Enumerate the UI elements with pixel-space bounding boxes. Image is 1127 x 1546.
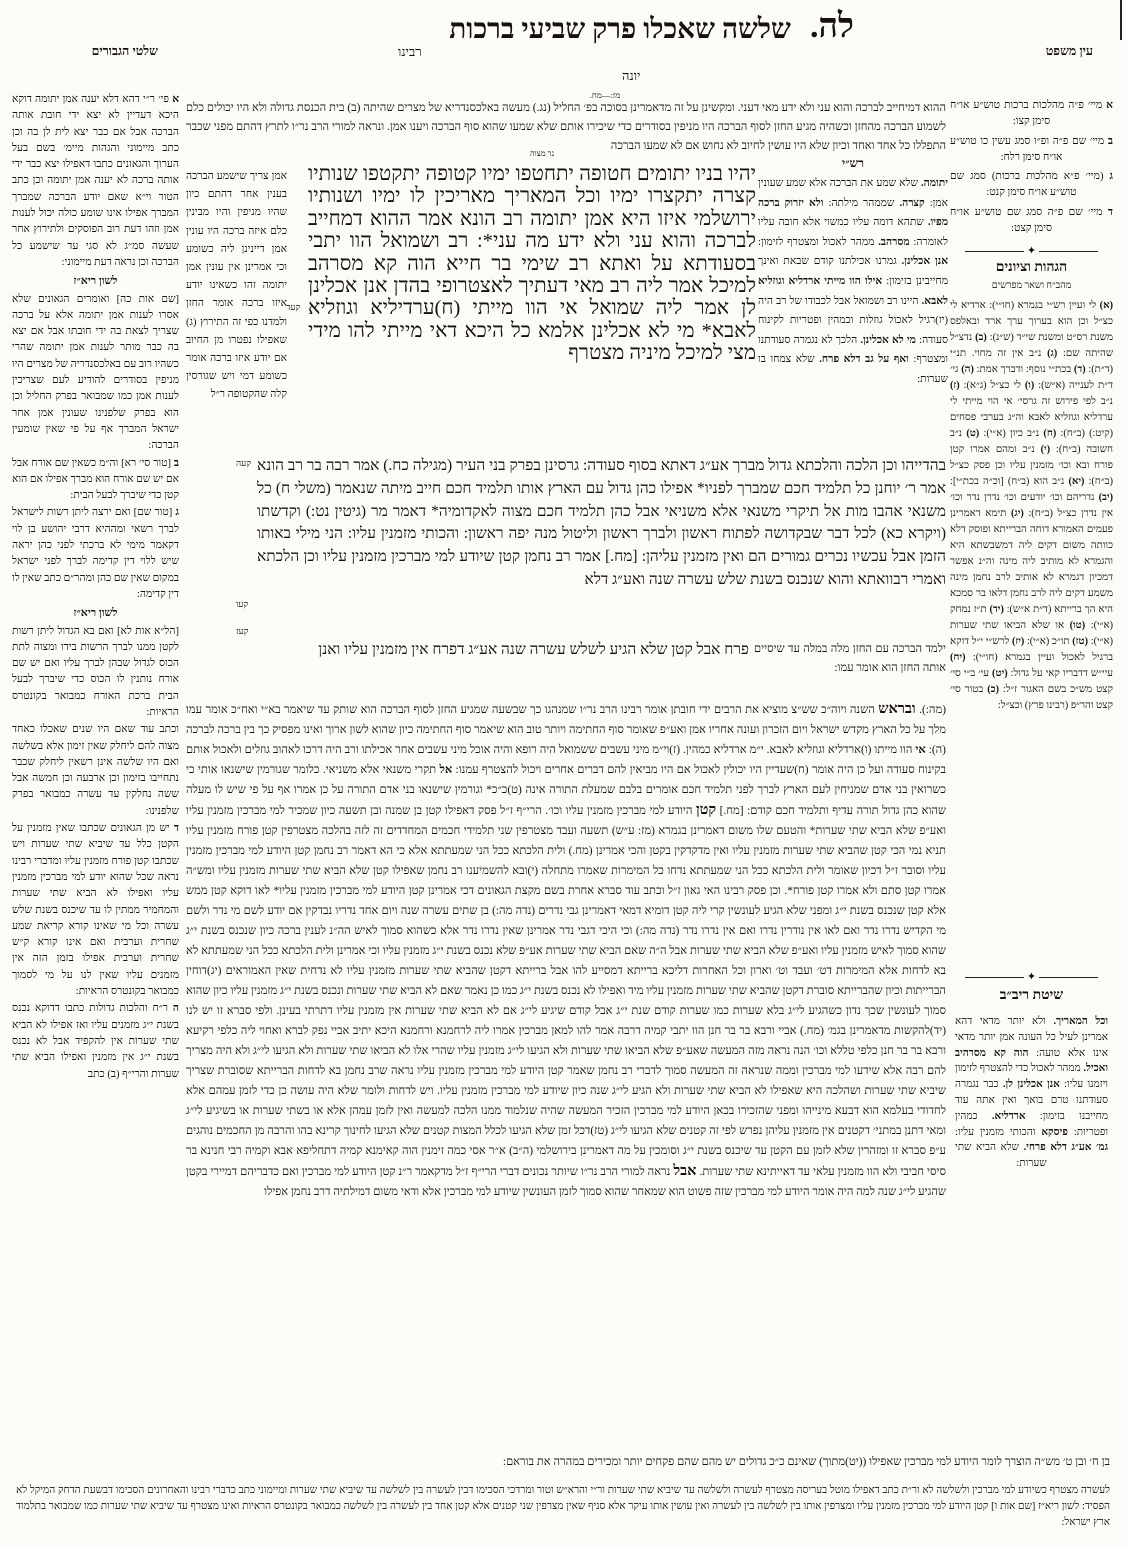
corner-rule	[1120, 0, 1122, 40]
bottom-last-line: בן ח׳ ובן ט׳ מש״ה הוצרך לומר היודע למי מברכין שאפילו ((יט)מתוך) שאינם כ״כ גדולים יש מהם שהם פקחים יותר ומכירים במהרה את בוראם:	[502, 1456, 1110, 1468]
hagahot-title: הגהות וציונים	[995, 260, 1068, 275]
hagahot-subtitle: מהב״ח ושאר מפרשים	[991, 281, 1072, 291]
rif-text-medium-tail: פרח אבל קטן שלא הגיע לשלש עשרה שנה אע״ג דפרח אין מזמנין עליו ואנן	[318, 641, 749, 658]
rabbeinu-yonah-main: (מה:). ובראש השנה ויוה״כ שש״צ מוציא את הרבים ידי חובתן אומר רבינו הרב נר״ו שמנהגו כך שבשעה שמגיע החזן לסוף הברכה הוא שותק עד שיאמר בא״י ואח״כ אומר עמו מלך על כל הארץ מקדש ישראל ויום הזכרון ועונה אחריו אמן ואע״פ שאומר סוף החתימה ויותר טוב הוא שיאמר סוף החתימה כיון שהוא לשון ארוך ואינו מפסיק כך בין ברכה לברכה (ה): אי הוו מייתו (ו)ארדליא וגוזליא לאבא. י״מ ארדליא כמהין. (ז)וי״מ מיני עשבים ששמואל היה רופא והיה אוכל מיני עשבים אחר אכילתו ורב היה דרכו לאהוב גוזלים ולאכול אותם בקינוח סעודה ועל כן היה אומר (ח)שעדיין היו יכולין לאכול אם היו מביאין להם דברים אחרים ויכול להצטרף עמנו: אל תקרי משנאי אלא משניאי. כלומר שגורמין שישנאו אותי כי כשרואין בני אדם שמניחין לעם הארץ לברך לפני תלמיד חכם אומרים בלבם שמעלת התורה אינה (ט)כ״כ* וגורמין שישנאו בני אדם התורה על כן אמרו אף על פי שיש לו מעלה שהוא כהן גדול תורה עדיף ותלמיד חכם קודם: [מח.] קטן היודע למי מברכין מזמנין עליו וכו׳. הרי״ף ז״ל פסק דאפילו קטן בן שמנה ובן תשעה כיון שמכיר למי מברכין מזמנין עליו ואע״פ שלא הביא שתי שערות* והטעם שלו משום דאמרינן בגמרא (מז: ע״ש) תשעה ועבד מצטרפין שני תלמידי חכמים המחדדים זה לזה בהלכה מצטרפין קטן פורח מזמנין עליו תניא נמי הכי קטן שהביא שתי שערות מזמנין עליו ואין מדקדקין בקטן והכי אמרינן (מח.) ולית הלכתא ככל הני שמעתתא אלא כי הא דאמר רב נחמן קטן היודע למי מברכין מזמנין עליו וסובר ז״ל דכיון שאומר ולית הלכתא ככל הני שמעתתא נדחו כל המימרות שאמרו מתחלה (י)ובא להשמיענו רב נחמן שאפילו קטן שלא הביא שתי שערות מזמנין עליו ומש״ה אמרו קטן סתם ולא אמרו קטן פורח*. וכן פסק רבינו האי גאון ז״ל וכתב עוד סברא אחרת בשם מקצת הגאונים דכי אמרינן קטן היודע למי מברכין מזמנין עליו* לאו דוקא קטן ממש אלא קטן שנכנס בשנת י״ג ומפני שלא הגיע לעונשין קרי ליה קטן דומיא דמאי דאמרינן גבי נדרים (נדה מה:) בן שתים עשרה שנה ויום אחד נדריו נבדקין אם יודע לשם מי נדר ולשם מי הקדיש נדרו נדר ואם לאו אין נודרין נדרו ואם אין נדרו נדר (נדה מה:) וכי היכי דגבי נדר אמרינן שאין נדרו נדר אלא כשהוא סמוך לאיש הה״נ לענין ברכה כיון שנכנס בשנת י״ג שהוא סמוך לאיש מזמנין עליו ואע״פ שלא הביא שתי שערות אבל ה״ה שאם הביא שתי שערות אע״פ שלא נכנס בשנת י״ג מזמנין עליו וכי אמרינן ולית הלכתא ככל הני שמעתתא לא בא לדחות אלא המימרות דט׳ ועבד וט׳ וארון וכל האחרות דליכא ברייתא דמסייע להו אבל ברייתא דקטן שהביא שתי שערות מזמנין עליו לא נדחית שאין האמוראים (יג)דוחין הברייתות וכיון שהברייתא סוברת דקטן שהביא שתי שערות מזמנין עליו מיד ואפילו לא נכנס בשנת י״ג כמו כן נאמר שאם לא הביא שתי שערות ונכנס בשנת י״ג מזמנין עליו כיון שהוא סמוך לעונשין שכך נדון כשהגיע לי״ג בלא שערות כמו שערות קודם שנת י״ג אבל קודם שיגיע לי״ג אם לא הביא שתי שערות אין מזמנין עליו דתרתי בעינן. ולפי סברא זו יש לנו (יד)להקשות מדאמרינן בגמ׳ (מח.) אביי ורבא בר בר חנן הוו יתבי קמיה דרבה אמר להו למאן מברכין אמרו ליה לרחמנא ורחמנא היכא יתיב אביי נפק לברא ואחוי ליה כלפי רקיעא ורבא בר בר חנן כלפי טללא וכו׳ הנה נראה מזה המעשה שאע״פ שלא הביאו שתי שערות ולא הגיעו לי״ג מזמנין עליו שהרי אלו לא הביאו שתי שערות ולא הגיעו לי״ג ולא היה מצריך להם רבה אלא שידעו למי מברכין וממה שנראה זה המעשה סמוך לדברי רב נחמן שאמר קטן היודע למי מברכין מזמנין עליו נראה שרב נחמן בא לדחות הברייתא שסוברת שצריך שיביא שתי שערות ושהלכה היא שאפילו לא הביא שתי שערות ולא הגיע לי״ג שנה כיון שיודע למי מברכין מזמנין עליו. ויש לדחות ולומר שלא היה עושה כן כדי לזמן עמהם אלא לחדודי בעלמא הוא דבעא מינייהו ומפני שהזכירו בכאן היודע למי מברכין הזכיר המעשה שהיה שנלמוד ממנו הלכה למעשה ואין לזמן עמהן אלא או בשתי שערות או בשיגיע לי״ג ומאי דתנן במתני׳ דקטנים אין מזמנין עליהן נפרש לפי זה קטנים שלא הגיעו לי״ג (טז)דכל זמן שלא הגיעו לכלל המצות קטנים שלא הגיעו לחינוך קרינא בהו והרבה מן החכמים נוהגים ע״פ סברא זו ומזהרין שלא לזמן עם הקטן עד שיכנס בשנת י״ג וסומכין על מה דאמרינן בירושלמי (ה״ב) א״ר אסי כמה זימנין הוה קאימנא קמיה דתחליפא אבא וקמיה רבי חנינא בר סיסי חביבי ולא הוו מזמנין עלאי עד דאייתינא שתי שערות. אבל נראה למורי הרב נר״ו שיותר נכונים דברי הרי״ף ז״ל מדקאמר ר״נ קטן היודע למי מברכין ואם כדבריהם דמיירי בקטן שהגיע לי״ג שנה למה היה אומר היודע למי מברכין שזה פשוט הוא שמאחר שהוא סמוך לזמן העונשין שיודע למי מברכין אלא ודאי משום דמילתיה דרב נחמן אפילו	[186, 701, 946, 1198]
rabbeinu-yonah-left-flank: אמן צריך שישמע הברכה בענין אחר דהתם כיון שהיו מניפין והיו מבינין כלם איזה ברכה היו עונין אמן דיינינן ליה כשומע וכי אמרינן אין עונין אמן יתומה זהו כשאינו יודע איזו ברכה אומר החזן ולמדנו כפי זה התירוץ (ג) שאפילו נפטרו מן החיוב אם יודע איזו ברכה אומר כשומע דמי ויש שגורסין קלה שהקטופה ר״ל	[186, 171, 287, 401]
siman-mark: קעו	[236, 599, 249, 609]
rashi-commentary: יתומה. שלא שמע את הברכה אלא שמע שעונין אמן: קצרה. שממהר מילתה: ולא יזרוק ברכה מפיו. שתהא דומה עליו כמשוי אלא חובה עליו לאומרה: מסרהב. ממהר לאכול ומצטרף לזימון: אנן אכלינן. גמרנו אכילתנו קודם שבאת ואינך מחייבינן בזימון: אילו הוו מייתי ארדליא וגוזליא לאבא. היינו רב ושמואל אבל לכבודו של רב היה (יז)רגיל לאכול גוזלות וכמהין ופטריות לקינוח סעודה: מי לא אכלינן. הלכך לא נגמרה סעודתנו ומצטרף: ואף על גב דלא פרח. שלא צמחו בו שערות:	[758, 178, 948, 385]
page-title: שלשה שאכלו פרק שביעי ברכות	[449, 14, 791, 45]
shiltei-hagiborim-column: א פי׳ ר״י דהא דלא יענה אמן יתומה דוקא היכא דעדיין לא יצא ידי חובת אותה הברכה אבל אם כבר יצא לית לן בה וכן כתב מיימוני והגהות מיימ׳ בשם בעל הערוך והגאונים כתבו דאפילו יצא כבר ידי אותה ברכה לא יענה אמן יתומה וכן כתב הטור וי״א שאם יודע הברכה שמברך המברך אפילו אינו שומע כולה יכול לענות אמן וזהו דעת רוב הפוסקים ולתירוץ אחר שעשה סמ״ג לא סגי עד שישמע כל הברכה וכן נראה דעת מיימוני: לשון ריא״ז [שם אות כה] ואומרים הגאונים שלא אסרו לענות אמן יתומה אלא על ברכה שצריך לצאת בה ידי חובתו אבל אם יצא בה כבר מותר לענות אמן יתומה שהרי כשהיו רוב עם באלכסנדריה של מצרים היו מניפין בסודרים להודיע לעם שצריכין לענות אמן כמו שמבואר בפרק החליל וכן הוא בפרק שלפנינו שעונין אמן אחר ישראל המברך אף על פי שאין שומעין הברכה: ב [טור סי׳ רא] וה״מ כשאין שם אורח אבל אם יש שם אורח הוא מברך אפילו אם הוא קטן כדי שיברך לבעל הבית: ג [טור שם] ואם ירצה ליתן רשות לישראל לברך רשאי ומההיא דרבי יהושע בן לוי דקאמר מימי לא ברכתי לפני כהן יראה שיש ללוי דין קדימה לברך לפני ישראל במקום שאין שם כהן ומהר״ם כתב שאין לו דין קדימה: לשון ריא״ז [הל״א אות לא] ואם בא הגדול ליתן רשות לקטן ממנו לברך הרשות בידו ומצוה לתת הכוס לגדול שבהן לברך עליו ואם יש שם אורח נותנין לו הכוס כדי שיברך לבעל הבית ברכת האורח כמבואר בקונטרס הראיות: וכתב עוד שאם היו שנים שאכלו כאחד מצוה להם ליחלק שאין זימון אלא בשלשה ואם היו שלשה אינן רשאין ליחלק שכבר נתחייבו בזימון וכן ארבעה וכן חמשה אבל ששה נחלקין עד עשרה כמבואר בפרק שלפנינו: ד יש מן הגאונים שכתבו שאין מזמנין על הקטן כלל עד שיביא שתי שערות ויש שכתבו קטן פורח מזמנין עליו ומדברי רבינו נראה שכל שהוא יודע למי מברכין מזמנין עליו ואפילו לא הביא שתי שערות והמחמיר ממתין לו עד שיכנס בשנת שלש עשרה וכל מי שאינו קורא קריאת שמע שחרית וערבית ואם אינו קורא ק״ש שחרית וערבית אפילו בזמן הזה אין מזמנים עליו שאין לנו על מי לסמוך כמבואר בקונטרס הראיות: ה ר״ח והלכות גדולות כתבו דדוקא נכנס בשנת י״ג מזמנים עליו ואז אפילו לא הביא שתי שערות אין להקפיד אבל לא נכנס בשנת י״ג אין מזמנין ואפילו הביא שתי שערות והרי״ף (ב) כתב	[12, 94, 179, 1080]
ner-mitzvah-mark: נר מצוה	[527, 149, 557, 158]
shitat-rivav-body: וכל המאריך. ולא יותר מדאי דהא אמרינן לעיל כל העונה אמן יותר מדאי אינו אלא טועה: הוה קא מסרהיב ואכיל. ממהר לאכול כדי להצטרף לזימון ויזמנו עליו: אנן אכלינן לן. כבר נגמרה סעודתנו טרם בואך ואין אתה עוד מחייבנו בזימון: ארדליא. כמהין ופטריות: פיסקא והכותי מזמנין עליו: גמ׳ אע״ג דלא פרחי. שלא הביא שתי שערות:	[955, 1016, 1108, 1170]
hagahot-body: (א) לי ועיין רש״י בגמרא (חו״י): ארדיא לי כצ״ל וכן הוא בערוך ערך ארד ובאלפס משנת רס״ט ומשנת שי״ד (ש״נ): (ב) נדצ״ל שהיתה שם: (ג) נ״ב אין זה מחוי. תנ״י (ד״ת): (ד) בכת״י נוסף: ודברך אמת: (ה) גי׳ ד״ת לענייה (א״ש): (ו) לי כצ״ל (ג״א): (ז) נ״ב לפי פירוש זה גרסי׳ אי הוי מייתי לי ערדליא וגוזליא לאבא וה״ג בערבי פסחים (קיט:) (ב״ח): (ח) נ״ב כיון (א״י): (ט) נ״ב חשובה (ב״ח): (י) נ״ב ומהם אמרו קטן פורח ובא וכו׳ מזמנין עליו וכן פסק כצ״ל (ב״ח): (יא) נ״ב הוא (ב״ח) [וכ״ה בכת״י]: (יב) נדריהם וכו׳ יודעים וכו׳ נדרן נדר וכו׳ אין נדרן כצ״ל (ב״ח): (יג) תימא דאמרינן פעמים האמורא דוחה הברייתא ופוסק דלא כוותה משום דקים ליה דמשבשתא היא והגמרא לא מותיב ליה מינה וה״נ אפשר דמכיון דגמרא לא אותיב לרב נחמן מינה משמע דקים ליה לרב נחמן דלאו בר סמכא היא הך ברייתא (ד״ת א״ש): (יד) ת״ז נמחק (א״י): (טו) או שלא הביאו שתי שערות (א״י): (טז) תו״כ (א״י): (יז) לרש״י י״ל דוקא ברגיל לאכול ועיין בגמרא (חו״י): (יח) עיי״ש דדבריו קאי על גדול: (יט) עי׳ ב״י סי׳ קצט מש״כ בשם האגור ז״ל: (כ) בטור סי׳ קצט והר״פ (רבינו פרץ) וכצ״ל:	[950, 300, 1113, 711]
rif-text-large: יהיו בניו יתומים חטופה יתחטפו ימיו קטופה יתקטפו שנותיו קצרה יתקצרו ימיו וכל המאריך מאריכין לו ימיו ושנותיו ירושלמי איזו היא אמן יתומה רב הונא אמר ההוא דמחייב לברכה והוא עני ולא ידע מה עני*: רב ושמואל הוו יתבי בסעודתא על ואתא רב שימי בר חייא הוה קא מסרהב למיכל אמר ליה רב מאי דעתיך לאצטרופי בהדן אנן אכלינן לן אמר ליה שמואל אי הוו מייתי (ח)ערדיליא וגוזליא לאבא* מי לא אכלינן אלמא כל היכא דאי מייתי להו מידי מצי למיכל מיניה מצטרף	[308, 163, 756, 365]
divider-ornament-icon: ✦	[1026, 972, 1037, 983]
left-column-header: שלטי הגבורים	[91, 44, 158, 58]
folio-number: לה.	[810, 8, 854, 45]
ein-mishpat-column: א מיי׳ פ״ה מהלכות ברכות טוש״ע או״ח סימן קצו: ב מיי׳ שם פ״ה ופ״ו סמג עשין כו טוש״ע או״ח סימן רלח: ג (מיי׳ פ״א מהלכות ברכות) סמג שם טוש״ע או״ח סימן קנט: ד מיי׳ שם פ״ה סמג שם טוש״ע או״ח סימן קצט:	[950, 100, 1113, 235]
rashi-title: רש״י	[841, 156, 865, 170]
commentary-name-left: יונה	[622, 68, 641, 83]
right-column-header: עין משפט	[1045, 44, 1093, 58]
shitat-rivav-title: שיטת ריב״ב	[999, 988, 1064, 1003]
siman-mark: קעז	[236, 626, 249, 636]
rabbeinu-yonah-resume: ילמד הברכה עם החזן מלה במלה עד שיסיים אותה החזן הוא אומר עמו:	[754, 643, 946, 674]
siman-mark: קעה	[236, 458, 252, 468]
rif-text-medium: בהדייהו וכן הלכה והלכתא גדול מברך אע״ג דאתא בסוף סעודה: גרסינן בפרק בני העיר (מגילה כח.) אמר רבה בר רב הונא אמר ר׳ יוחנן כל תלמיד חכם שמברך לפניו* אפילו כהן גדול עם הארץ אותו תלמיד חכם חייב מיתה שנאמר (משלי ח) כל משנאי אהבו מות אל תיקרי משנאי אלא משניאי אבל כהן תלמיד חכם מצוה לאקדומיה* דאמר מר (גיטין נט:) וקדשתו (ויקרא כא) לכל דבר שבקדושה לפתוח ראשון ולברך ראשון וליטול מנה יפה ראשון: והכותי מזמנין עליו: הני מילי באותו הזמן אבל עכשיו נכרים גמורים הם ואין מזמנין עליהן: [מח.] אמר רב נחמן קטן שיודע למי מברכין מזמנין עליו וכן הלכתא ואמרי רבוואתא והוא שנכנס בשנת שלש עשרה שנה ואע״ג דלא	[257, 457, 946, 588]
section-divider	[965, 972, 1098, 983]
commentary-name-right: רבינו	[398, 44, 422, 59]
divider-ornament-icon: ✦	[1026, 246, 1037, 257]
daf-reference: מז:—מח.	[589, 90, 621, 100]
bottom-note: לעשרה מצטרף כשיודע למי מברכין ולשלשה לא ור״ת כתב דאפילו מוטל בעריסה מצטרף לעשרה ולשלשה עד שיביא שתי שערות ור״י והרא״ש וטור ומרדכי הסכימו דבין לעשרה בין לשלשה עד שיביא שתי שערות ומיימוני כתב כדברי רבינו והאחרונים הסכימו דבשעת הדחק המיקל לא הפסיד: לשון ריא״ז [שם אות ו] קטן היודע למי מברכין מזמנין עליו ומצרפין אותו בין לשלשה בין לעשרה ואין עושין אותו עיקר אלא סניף שאין מצרפין שני קטנים אלא קטן אחד בין לעשרה בין לשלשה כמבואר בקונטרס הראיות ואינו מצטרף עד שיביא שתי שערות כמו שמבואר בתלמוד ארץ ישראל:	[16, 1485, 1110, 1528]
rabbeinu-yonah-top: ההוא דמיחייב לברכה והוא עני ולא ידע מאי דעני. ומקשינן על זה מדאמרינן בסוכה בפ׳ החליל (נג.) מעשה באלכסנדריא של מצרים שהיתה (ב) בית הכנסת גדולה ולא היו יכולים כלם לשמוע הברכה מהחזן וכשהיה מגיע החזן לסוף הברכה היו מניפין בסודרים כדי שיכירו אותם שלא שמעו שהוא סוף הברכה ויענו אמן. ונראה למורי הרב נר״ו לתרץ דהתם מפני שכבר התפללו כל אחד ואחד וכיון שלא היו עושין לחיוב לא נחוש אם לא שמעו הברכה	[186, 102, 946, 152]
section-divider	[965, 246, 1098, 257]
siman-mark: קעד	[286, 302, 301, 312]
